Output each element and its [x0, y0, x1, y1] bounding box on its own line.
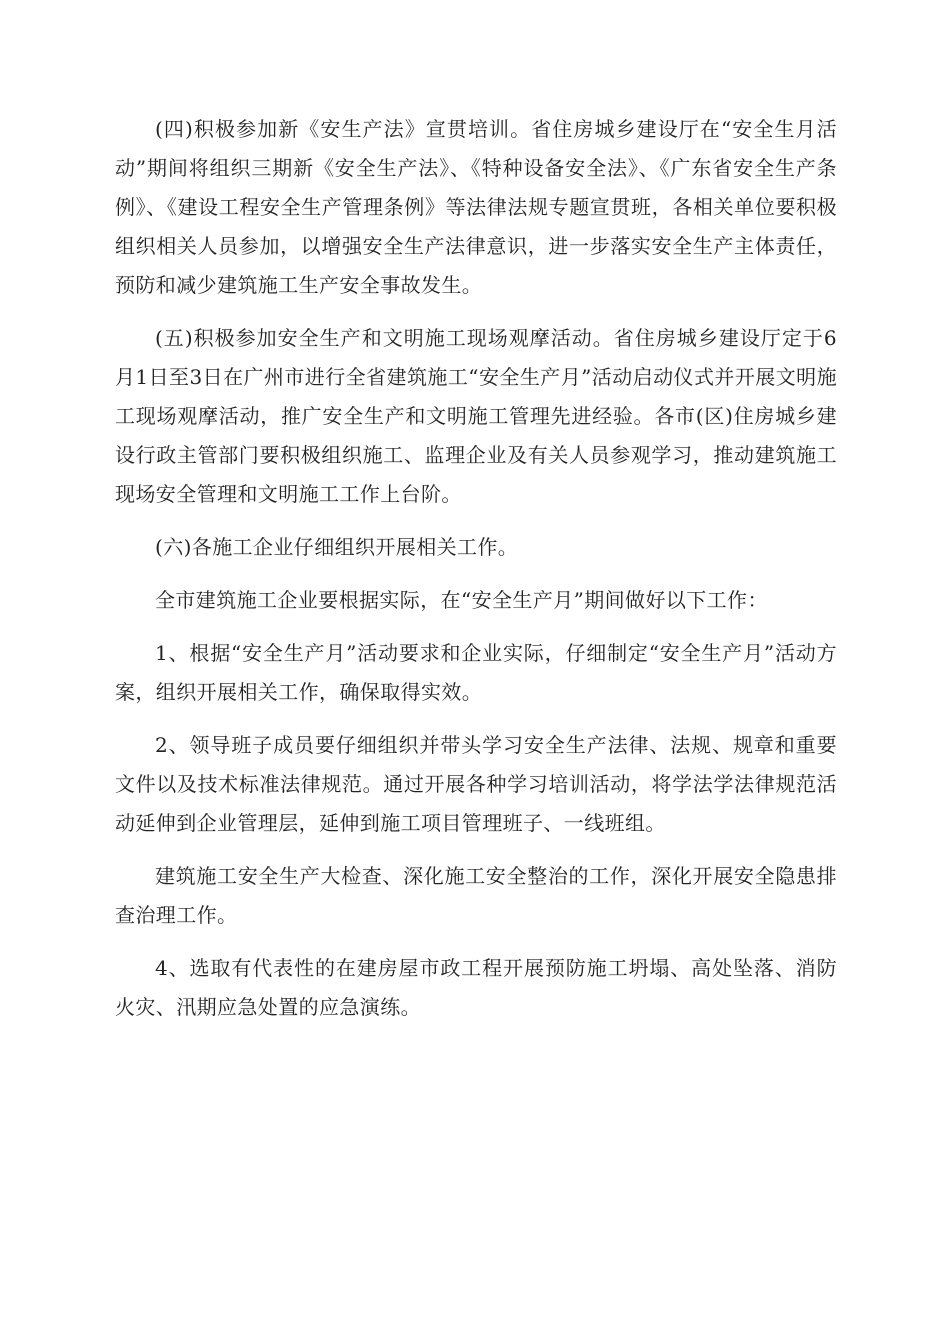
paragraph-task-1: 1、根据“安全生产月”活动要求和企业实际，仔细制定“安全生产月”活动方案，组织开展相关工作，确保取得实效。 — [115, 641, 837, 704]
document-body — [115, 110, 837, 1041]
paragraph-task-2: 2、领导班子成员要仔细组织并带头学习安全生产法律、法规、规章和重要文件以及技术标准法律规范。通过开展各种学习培训活动，将学法学法律规范活动延伸到企业管理层，延伸到施工项目管理班子、一线班组。 — [115, 733, 837, 835]
paragraph-4-training: (四)积极参加新《安生产法》宣贯培训。省住房城乡建设厅在“安全生月活动”期间将组织三期新《安全生产法》、《特种设备安全法》、《广东省安全生产条例》、《建设工程安全生产管理条例》等法律法规专题宣贯班，各相关单位要积极组织相关人员参加，以增强安全生产法律意识，进一步落实安全生产主体责任，预防和减少建筑施工生产安全事故发生。 — [115, 117, 837, 297]
paragraph-task-4: 4、选取有代表性的在建房屋市政工程开展预防施工坍塌、高处坠落、消防火灾、汛期应急处置的应急演练。 — [115, 956, 837, 1019]
paragraph-task-3: 建筑施工安全生产大检查、深化施工安全整治的工作，深化开展安全隐患排查治理工作。 — [115, 864, 837, 927]
paragraph-6-enterprises: (六)各施工企业仔细组织开展相关工作。 — [155, 535, 519, 559]
paragraph-5-site-visit: (五)积极参加安全生产和文明施工现场观摩活动。省住房城乡建设厅定于6月1日至3日在广州市进行全省建筑施工“安全生产月”活动启动仪式并开展文明施工现场观摩活动，推广安全生产和文明施工管理先进经验。各市(区)住房城乡建设行政主管部门要积极组织施工、监理企业及有关人员参观学习，推动建筑施工现场安全管理和文明施工工作上台阶。 — [115, 326, 837, 506]
paragraph-intro-tasks: 全市建筑施工企业要根据实际，在“安全生产月”期间做好以下工作： — [155, 588, 768, 612]
